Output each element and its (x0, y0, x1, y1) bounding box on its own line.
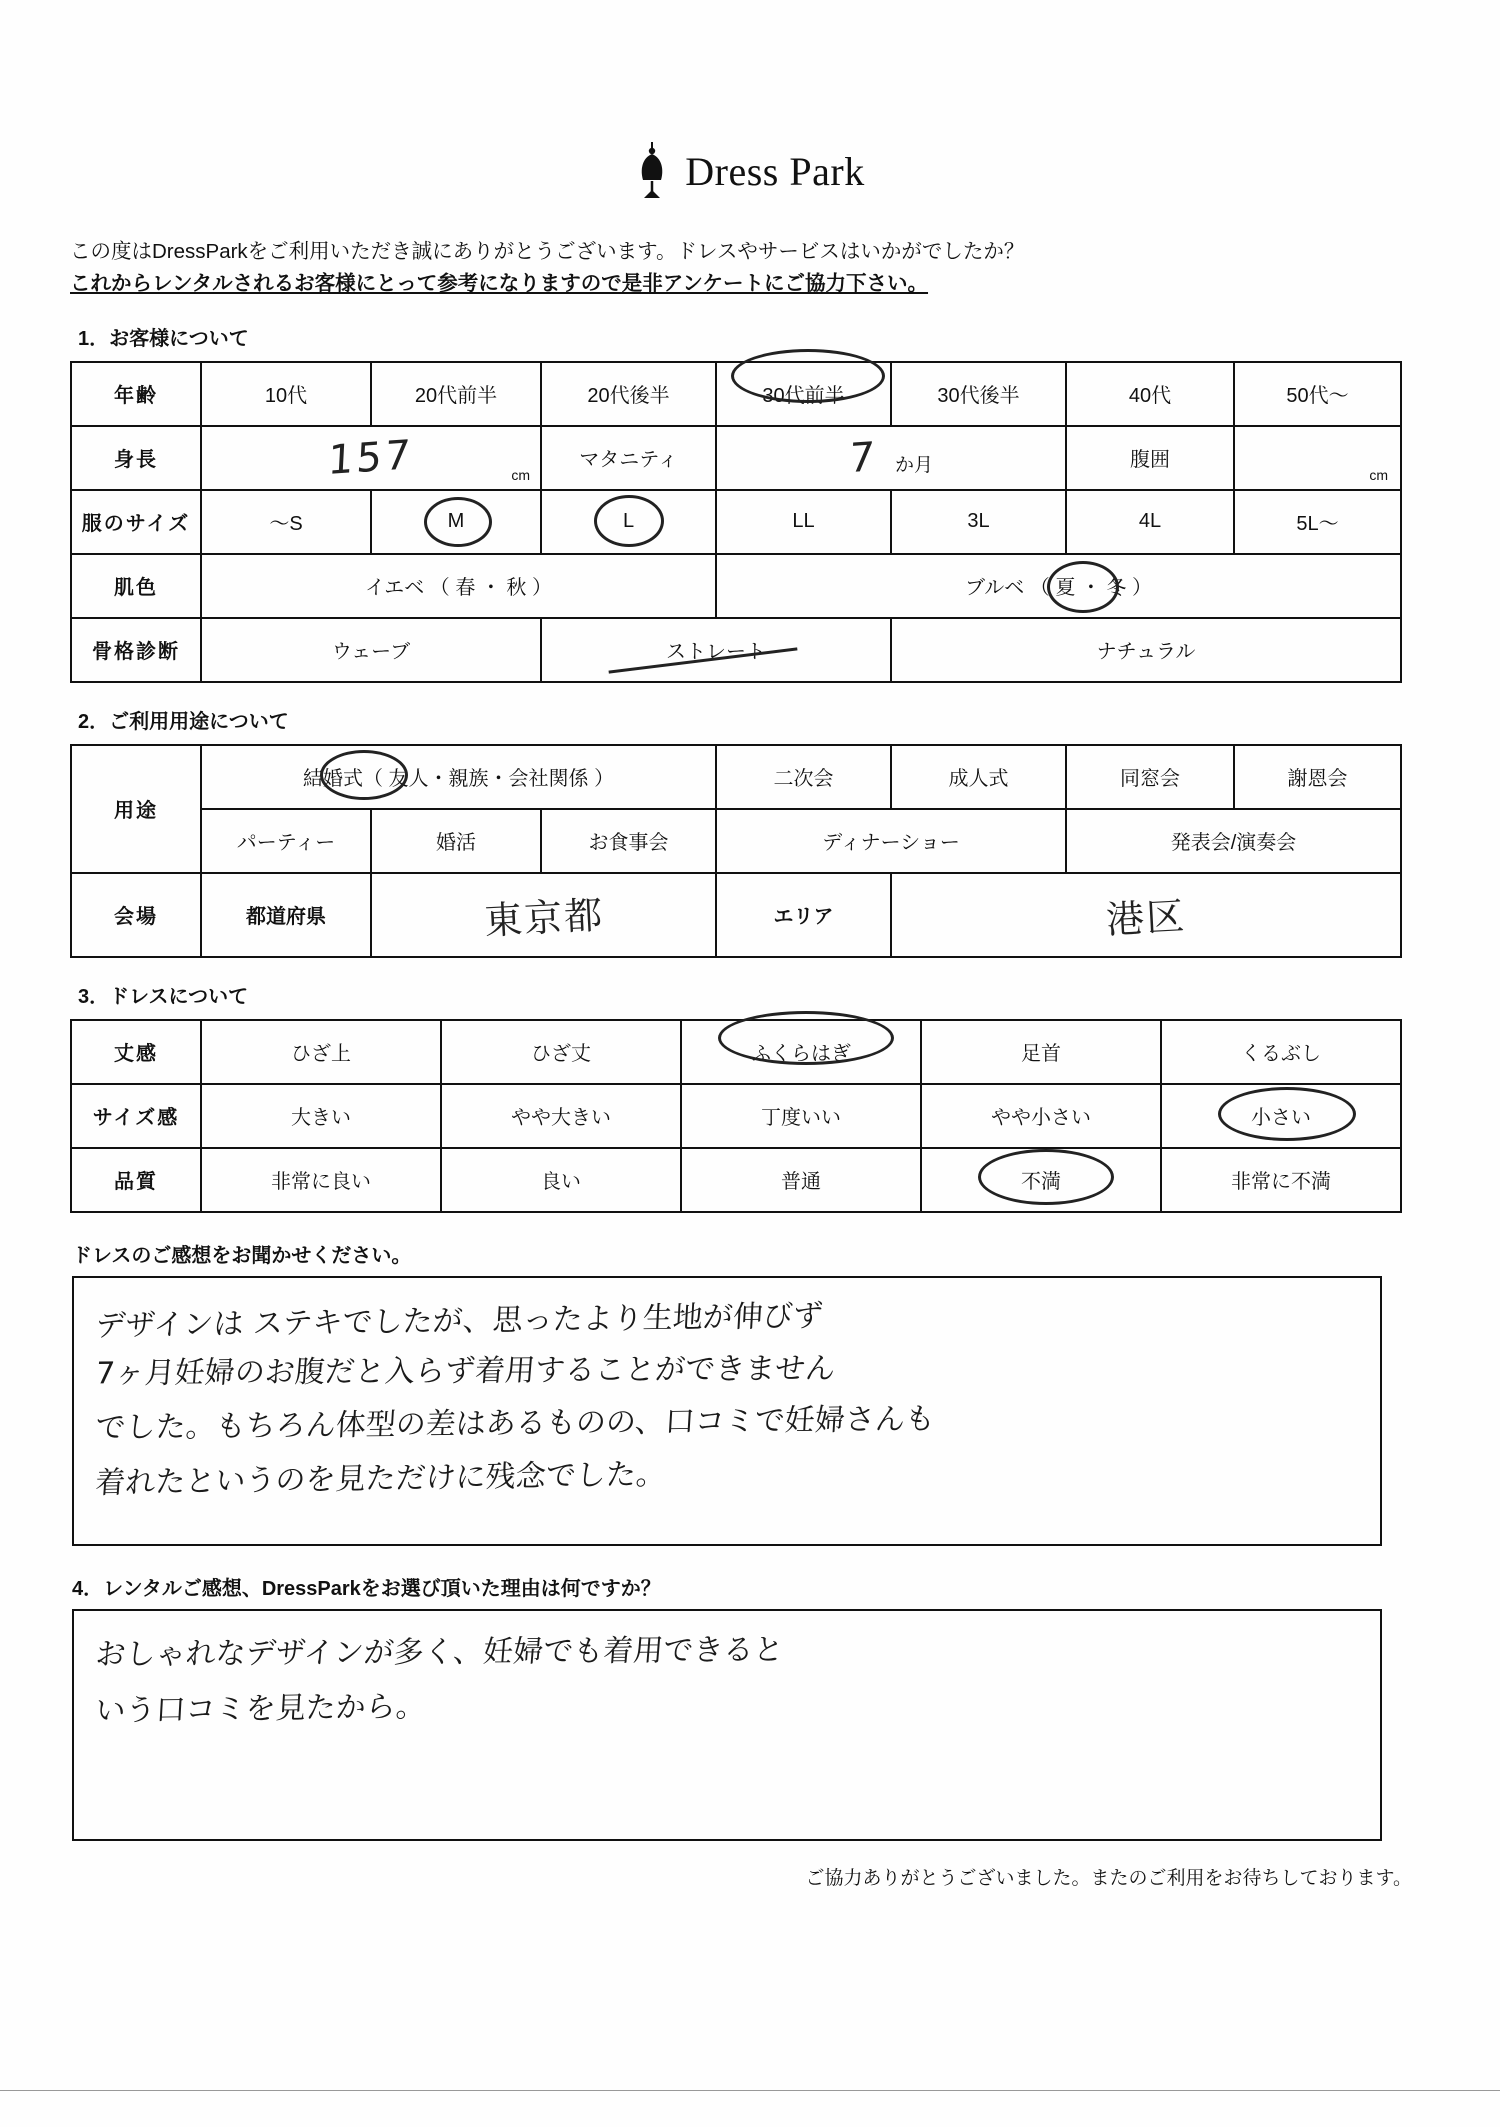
size-option-s[interactable]: ～S (201, 490, 371, 554)
use-nijikai[interactable]: 二次会 (716, 745, 891, 809)
skin-blue-label: ブルベ （ 夏 ・ 冬 ） (965, 577, 1152, 600)
table-row-size (71, 490, 1401, 554)
impression-line-4: 着れたというのを見ただけに残念でした。 (93, 1456, 668, 1501)
size-option-l[interactable] (541, 490, 716, 554)
dress-table (70, 1019, 1402, 1213)
table-row-length (71, 1020, 1401, 1084)
skin-blue-option[interactable] (716, 554, 1401, 618)
length-option-knee[interactable]: ひざ丈 (441, 1020, 681, 1084)
age-option-50[interactable]: 50代～ (1234, 362, 1401, 426)
table-row-use-2 (71, 809, 1401, 873)
table-row-bone (71, 618, 1401, 682)
quality-option-good[interactable]: 良い (441, 1148, 681, 1212)
age-option-30a-label: 30代前半 (762, 385, 845, 408)
age-option-30b[interactable]: 30代後半 (891, 362, 1066, 426)
maternity-value-cell[interactable] (716, 426, 1066, 490)
fit-option-somewhat-big[interactable]: やや大きい (441, 1084, 681, 1148)
brand-header (60, 140, 1440, 202)
age-option-10[interactable]: 10代 (201, 362, 371, 426)
impression-line-1: デザインは ステキでしたが、思ったより生地が伸びず (94, 1298, 824, 1344)
area-value: 港区 (1105, 893, 1188, 943)
reason-label: 4．レンタルご感想、DressParkをお選び頂いた理由は何ですか？ (72, 1577, 661, 1600)
table-row-venue (71, 873, 1401, 957)
pref-value-cell[interactable] (371, 873, 716, 957)
impression-textbox[interactable] (72, 1276, 1382, 1546)
reason-textbox[interactable] (72, 1609, 1382, 1841)
footer-thanks: ご協力ありがとうございました。またのご利用をお待ちしております。 (805, 1867, 1412, 1889)
use-wedding[interactable] (201, 745, 716, 809)
age-option-30a[interactable] (716, 362, 891, 426)
bone-option-straight-label: ストレート (666, 641, 766, 664)
impression-line-2: 7ヶ月妊婦のお腹だと入らず着用することができません (94, 1350, 837, 1391)
bone-option-straight[interactable] (541, 618, 891, 682)
use-wedding-label: 結婚式（ 友人・親族・会社関係 ） (302, 768, 615, 791)
use-label: 用途 (71, 745, 201, 873)
use-shaonkai[interactable]: 謝恩会 (1234, 745, 1401, 809)
age-label: 年齢 (71, 362, 201, 426)
section-3-title: 3．ドレスについて (78, 985, 249, 1008)
height-unit: cm (511, 466, 530, 483)
purpose-table (70, 744, 1402, 958)
reason-line-2: いう口コミを見たから。 (94, 1688, 427, 1729)
brand-name: Dress Park (685, 148, 865, 194)
section-2-title: 2．ご利用用途について (78, 710, 289, 733)
size-option-m[interactable] (371, 490, 541, 554)
size-label: 服のサイズ (71, 490, 201, 554)
length-option-ankle[interactable]: 足首 (921, 1020, 1161, 1084)
use-konkatsu[interactable]: 婚活 (371, 809, 541, 873)
height-label: 身長 (71, 426, 201, 490)
maternity-label: マタニティ (541, 426, 716, 490)
skin-yellow-option[interactable]: イエベ （ 春 ・ 秋 ） (201, 554, 716, 618)
length-option-calf-label: ふくらはぎ (751, 1043, 851, 1066)
intro-text (70, 236, 1440, 300)
pref-value: 東京都 (482, 892, 605, 944)
use-happyoukai[interactable]: 発表会/演奏会 (1066, 809, 1401, 873)
fit-option-big[interactable]: 大きい (201, 1084, 441, 1148)
customer-table (70, 361, 1402, 683)
area-value-cell[interactable] (891, 873, 1401, 957)
bone-label: 骨格診断 (71, 618, 201, 682)
table-row-height (71, 426, 1401, 490)
maternity-unit: か月 (895, 454, 934, 476)
use-seijin[interactable]: 成人式 (891, 745, 1066, 809)
venue-label: 会場 (71, 873, 201, 957)
dress-form-icon (635, 140, 669, 202)
survey-sheet (60, 140, 1440, 1890)
table-row-fit (71, 1084, 1401, 1148)
area-label: エリア (716, 873, 891, 957)
quality-option-dissatisfied[interactable] (921, 1148, 1161, 1212)
size-option-l-label: L (622, 510, 635, 533)
section-1-title: 1．お客様について (78, 327, 249, 350)
intro-line-1: この度はDressParkをご利用いただき誠にありがとうございます。ドレスやサービスはいかがでしたか？ (70, 240, 1025, 263)
size-option-m-label: M (447, 510, 465, 533)
age-option-40[interactable]: 40代 (1066, 362, 1234, 426)
length-label: 丈感 (71, 1020, 201, 1084)
age-option-20a[interactable]: 20代前半 (371, 362, 541, 426)
reason-line-1: おしゃれなデザインが多く、妊婦でも着用できると (94, 1632, 785, 1672)
quality-option-normal[interactable]: 普通 (681, 1148, 921, 1212)
pref-label: 都道府県 (201, 873, 371, 957)
size-option-5l[interactable]: 5L～ (1234, 490, 1401, 554)
size-option-3l[interactable]: 3L (891, 490, 1066, 554)
fit-option-small-label: 小さい (1251, 1107, 1311, 1130)
use-dousoukai[interactable]: 同窓会 (1066, 745, 1234, 809)
belly-label: 腹囲 (1066, 426, 1234, 490)
fit-option-somewhat-small[interactable]: やや小さい (921, 1084, 1161, 1148)
maternity-value: 7 (847, 433, 879, 482)
fit-option-just-right[interactable]: 丁度いい (681, 1084, 921, 1148)
height-value: 157 (327, 431, 415, 484)
size-option-ll[interactable]: LL (716, 490, 891, 554)
fit-label: サイズ感 (71, 1084, 201, 1148)
use-oshokujikai[interactable]: お食事会 (541, 809, 716, 873)
table-row-age (71, 362, 1401, 426)
impression-line-3: でした。もちろん体型の差はあるものの、口コミで妊婦さんも (94, 1401, 937, 1446)
length-option-above-knee[interactable]: ひざ上 (201, 1020, 441, 1084)
age-option-20b[interactable]: 20代後半 (541, 362, 716, 426)
quality-label: 品質 (71, 1148, 201, 1212)
fit-option-small[interactable] (1161, 1084, 1401, 1148)
table-row-use-1 (71, 745, 1401, 809)
use-dinnershow[interactable]: ディナーショー (716, 809, 1066, 873)
bone-option-natural[interactable]: ナチュラル (891, 618, 1401, 682)
quality-option-excellent[interactable]: 非常に良い (201, 1148, 441, 1212)
belly-unit: cm (1369, 466, 1388, 483)
table-row-skin (71, 554, 1401, 618)
belly-value-cell[interactable] (1234, 426, 1401, 490)
length-option-kurubushi[interactable]: くるぶし (1161, 1020, 1401, 1084)
table-row-quality (71, 1148, 1401, 1212)
skin-label: 肌色 (71, 554, 201, 618)
length-option-calf[interactable] (681, 1020, 921, 1084)
intro-line-2: これからレンタルされるお客様にとって参考になりますので是非アンケートにご協力下さい。 (70, 271, 929, 295)
height-value-cell[interactable] (201, 426, 541, 490)
quality-option-very-dissatisfied[interactable]: 非常に不満 (1161, 1148, 1401, 1212)
impression-label: ドレスのご感想をお聞かせください。 (72, 1244, 412, 1267)
page-bottom-divider (0, 2090, 1500, 2091)
quality-option-dissatisfied-label: 不満 (1021, 1171, 1061, 1194)
use-party[interactable]: パーティー (201, 809, 371, 873)
size-option-4l[interactable]: 4L (1066, 490, 1234, 554)
bone-option-wave[interactable]: ウェーブ (201, 618, 541, 682)
